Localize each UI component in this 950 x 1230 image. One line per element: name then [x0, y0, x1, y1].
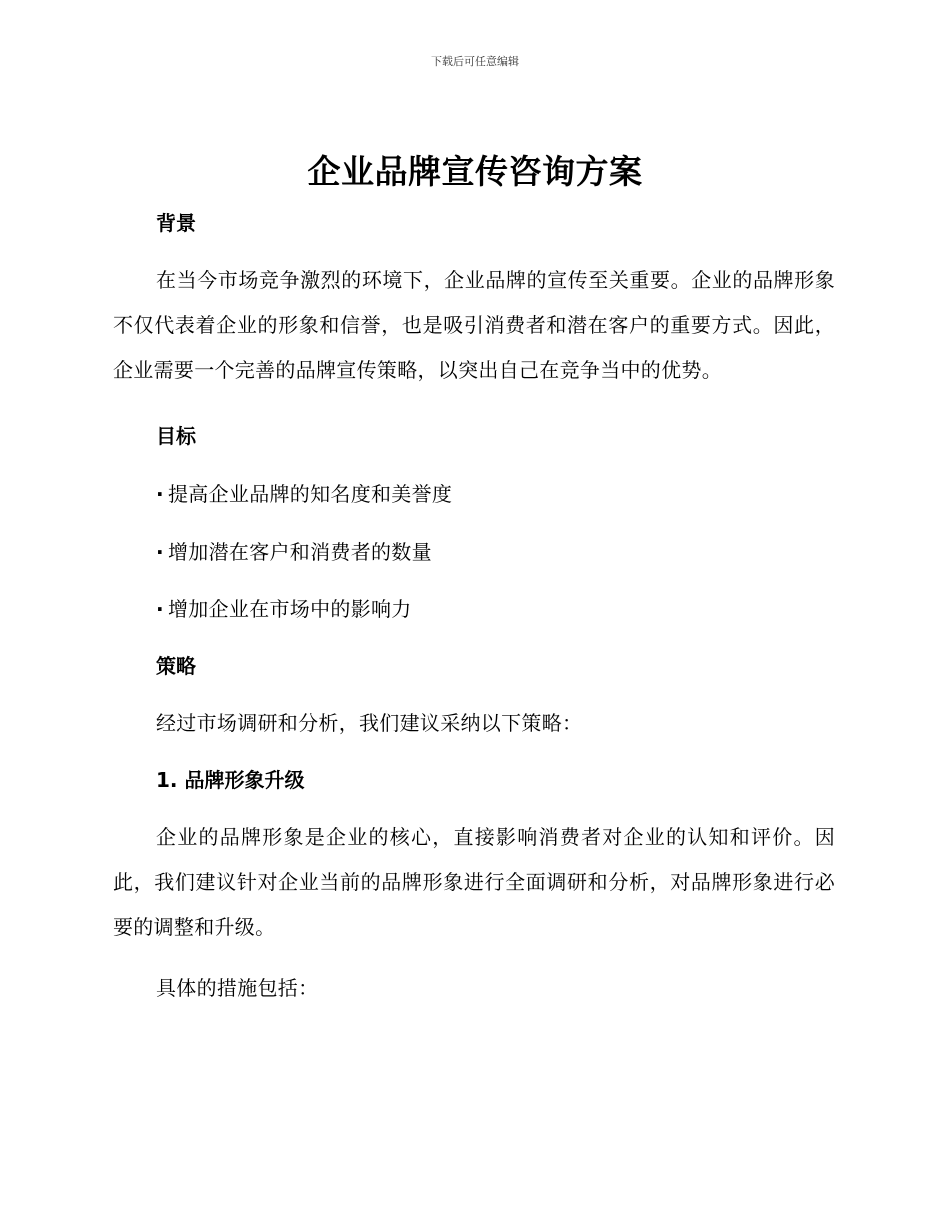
bullet-icon: · — [156, 482, 164, 506]
background-paragraph: 在当今市场竞争激烈的环境下，企业品牌的宣传至关重要。企业的品牌形象不仅代表着企业的形象和信誉，也是吸引消费者和潜在客户的重要方式。因此，企业需要一个完善的品牌宣传策略，以突出自己在竞争当中的优势。 — [113, 268, 835, 382]
section-heading-goals: 目标 — [156, 424, 196, 448]
section-heading-background: 背景 — [156, 211, 196, 235]
goal-item — [156, 594, 835, 624]
goal-item-text: 提高企业品牌的知名度和美誉度 — [168, 482, 453, 506]
bullet-icon: · — [156, 597, 164, 621]
document-title: 企业品牌宣传咨询方案 — [307, 152, 643, 191]
strategy-intro: 经过市场调研和分析，我们建议采纳以下策略： — [156, 711, 583, 735]
subsection-heading-brand-image: 1. 品牌形象升级 — [156, 768, 305, 792]
page-header: 下载后可任意编辑 — [431, 55, 519, 68]
measures-intro: 具体的措施包括： — [156, 976, 319, 1000]
section-heading-strategy: 策略 — [156, 654, 196, 678]
goal-item — [156, 537, 835, 567]
document-body — [113, 205, 835, 1003]
brand-image-paragraph: 企业的品牌形象是企业的核心，直接影响消费者对企业的认知和评价。因此，我们建议针对企业当前的品牌形象进行全面调研和分析，对品牌形象进行必要的调整和升级。 — [113, 825, 835, 939]
bullet-icon: · — [156, 540, 164, 564]
goal-item — [156, 479, 835, 509]
goal-item-text: 增加企业在市场中的影响力 — [168, 597, 412, 621]
goal-item-text: 增加潜在客户和消费者的数量 — [168, 540, 432, 564]
